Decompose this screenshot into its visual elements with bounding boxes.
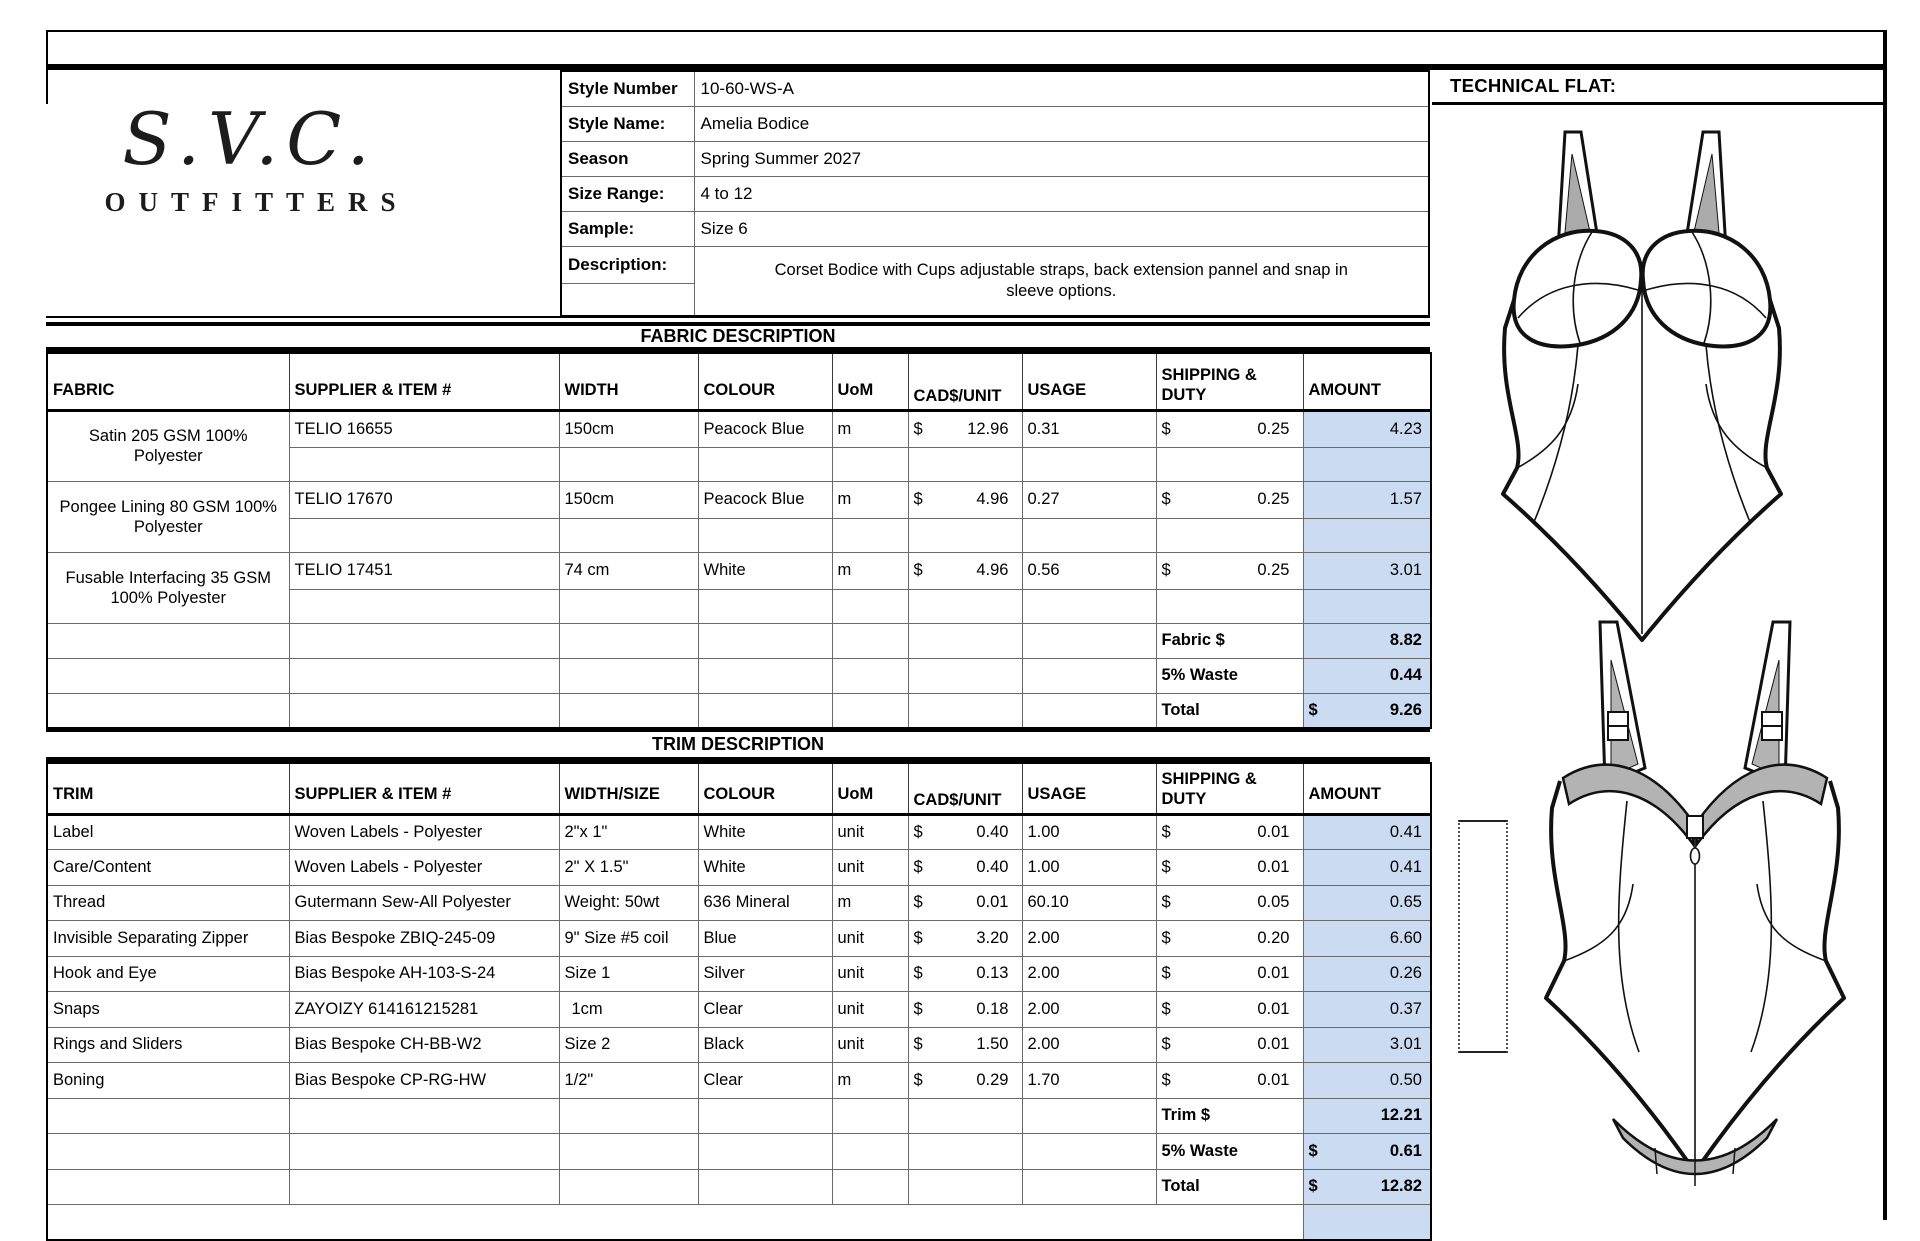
trim-waste-row bbox=[47, 1134, 1431, 1170]
col-uom: UoM bbox=[832, 763, 908, 814]
corset-back-drawing bbox=[1505, 616, 1885, 1216]
fabric-subtotal-row bbox=[47, 623, 1431, 658]
fabric-waste-value: 0.44 bbox=[1303, 658, 1431, 693]
col-width-size: WIDTH/SIZE bbox=[559, 763, 698, 814]
trim-section-banner: TRIM DESCRIPTION bbox=[46, 728, 1430, 762]
trim-grand-total-label: Total bbox=[1156, 1169, 1303, 1205]
style-name-value: Amelia Bodice bbox=[694, 106, 1429, 141]
trim-grand-total-value: $ 12.82 bbox=[1303, 1169, 1431, 1205]
style-info-table bbox=[560, 70, 1430, 317]
trim-table bbox=[46, 762, 1432, 1241]
fabric-row: Satin 205 GSM 100% Polyester TELIO 16655 150cm Peacock Blue m $ 12.96 0.31 $ 0.25 4.23 bbox=[47, 410, 1431, 447]
trim-header-row bbox=[47, 763, 1431, 814]
sample-value: Size 6 bbox=[694, 211, 1429, 246]
season-value: Spring Summer 2027 bbox=[694, 141, 1429, 176]
trim-row: Snaps ZAYOIZY 614161215281 1cm Clear unit $ 0.18 2.00 $ 0.01 0.37 bbox=[47, 992, 1431, 1028]
style-number-value: 10-60-WS-A bbox=[694, 71, 1429, 106]
sample-row bbox=[561, 211, 1429, 246]
fabric-grand-total-row bbox=[47, 693, 1431, 728]
trim-subtotal-row bbox=[47, 1098, 1431, 1134]
fabric-waste-row bbox=[47, 658, 1431, 693]
trim-waste-value: $ 0.61 bbox=[1303, 1134, 1431, 1170]
trim-row: Boning Bias Bespoke CP-RG-HW 1/2" Clear m $ 0.29 1.70 $ 0.01 0.50 bbox=[47, 1063, 1431, 1099]
col-uom: UoM bbox=[832, 353, 908, 410]
col-cad-unit: CAD$/UNIT bbox=[908, 353, 1022, 410]
fabric-grand-total-label: Total bbox=[1156, 693, 1303, 728]
style-name-label: Style Name: bbox=[561, 106, 694, 141]
trailing-row bbox=[47, 1205, 1431, 1241]
col-width: WIDTH bbox=[559, 353, 698, 410]
col-usage: USAGE bbox=[1022, 353, 1156, 410]
col-shipping-duty: SHIPPING & DUTY bbox=[1156, 763, 1303, 814]
trim-row: Label Woven Labels - Polyester 2"x 1" White unit $ 0.40 1.00 $ 0.01 0.41 bbox=[47, 814, 1431, 850]
trim-grand-total-row bbox=[47, 1169, 1431, 1205]
logo-sub-text: OUTFITTERS bbox=[104, 187, 409, 218]
header-divider-line bbox=[46, 316, 1430, 318]
description-value: Corset Bodice with Cups adjustable straps, back extension pannel and snap in sleeve options. bbox=[694, 246, 1429, 316]
size-range-value: 4 to 12 bbox=[694, 176, 1429, 211]
technical-flat-header bbox=[1432, 70, 1883, 105]
sample-label: Sample: bbox=[561, 211, 694, 246]
logo-script-text: S.V.C. bbox=[122, 97, 378, 181]
left-border-tick bbox=[46, 70, 48, 104]
technical-flat-label: TECHNICAL FLAT: bbox=[1450, 75, 1617, 96]
fabric-total-value: 8.82 bbox=[1303, 623, 1431, 658]
corset-front-drawing bbox=[1492, 128, 1792, 668]
season-row bbox=[561, 141, 1429, 176]
fabric-row: Pongee Lining 80 GSM 100% Polyester TELIO 17670 150cm Peacock Blue m $ 4.96 0.27 $ 0.25 1.57 bbox=[47, 481, 1431, 518]
description-label: Description: bbox=[561, 246, 694, 283]
col-supplier: SUPPLIER & ITEM # bbox=[289, 353, 559, 410]
trim-total-label: Trim $ bbox=[1156, 1098, 1303, 1134]
trim-row: Thread Gutermann Sew-All Polyester Weight: 50wt 636 Mineral m $ 0.01 60.10 $ 0.05 0.65 bbox=[47, 885, 1431, 921]
fabric-total-label: Fabric $ bbox=[1156, 623, 1303, 658]
fabric-grand-total-value: $ 9.26 bbox=[1303, 693, 1431, 728]
style-number-row bbox=[561, 71, 1429, 106]
trim-row: Rings and Sliders Bias Bespoke CH-BB-W2 Size 2 Black unit $ 1.50 2.00 $ 0.01 3.01 bbox=[47, 1027, 1431, 1063]
trim-row: Invisible Separating Zipper Bias Bespoke ZBIQ-245-09 9" Size #5 coil Blue unit $ 3.20 2.00 $ 0.20 6.60 bbox=[47, 921, 1431, 957]
season-label: Season bbox=[561, 141, 694, 176]
col-usage: USAGE bbox=[1022, 763, 1156, 814]
col-trim: TRIM bbox=[47, 763, 289, 814]
trim-total-value: 12.21 bbox=[1303, 1098, 1431, 1134]
boning-strip-drawing bbox=[1458, 820, 1508, 1053]
col-colour: COLOUR bbox=[698, 763, 832, 814]
company-logo bbox=[90, 97, 410, 218]
col-amount: AMOUNT bbox=[1303, 763, 1431, 814]
size-range-row bbox=[561, 176, 1429, 211]
style-number-label: Style Number bbox=[561, 71, 694, 106]
fabric-table bbox=[46, 352, 1432, 729]
fabric-section-banner: FABRIC DESCRIPTION bbox=[46, 322, 1430, 352]
col-shipping-duty: SHIPPING & DUTY bbox=[1156, 353, 1303, 410]
col-fabric: FABRIC bbox=[47, 353, 289, 410]
col-amount: AMOUNT bbox=[1303, 353, 1431, 410]
description-row bbox=[561, 246, 1429, 283]
col-supplier: SUPPLIER & ITEM # bbox=[289, 763, 559, 814]
fabric-row: Fusable Interfacing 35 GSM 100% Polyester TELIO 17451 74 cm White m $ 4.96 0.56 $ 0.25 3.01 bbox=[47, 552, 1431, 589]
size-range-label: Size Range: bbox=[561, 176, 694, 211]
fabric-header-row bbox=[47, 353, 1431, 410]
trim-row: Care/Content Woven Labels - Polyester 2" X 1.5" White unit $ 0.40 1.00 $ 0.01 0.41 bbox=[47, 850, 1431, 886]
trim-row: Hook and Eye Bias Bespoke AH-103-S-24 Size 1 Silver unit $ 0.13 2.00 $ 0.01 0.26 bbox=[47, 956, 1431, 992]
fabric-waste-label: 5% Waste bbox=[1156, 658, 1303, 693]
top-header-band bbox=[46, 30, 1886, 70]
col-cad-unit: CAD$/UNIT bbox=[908, 763, 1022, 814]
col-colour: COLOUR bbox=[698, 353, 832, 410]
trim-waste-label: 5% Waste bbox=[1156, 1134, 1303, 1170]
style-name-row bbox=[561, 106, 1429, 141]
